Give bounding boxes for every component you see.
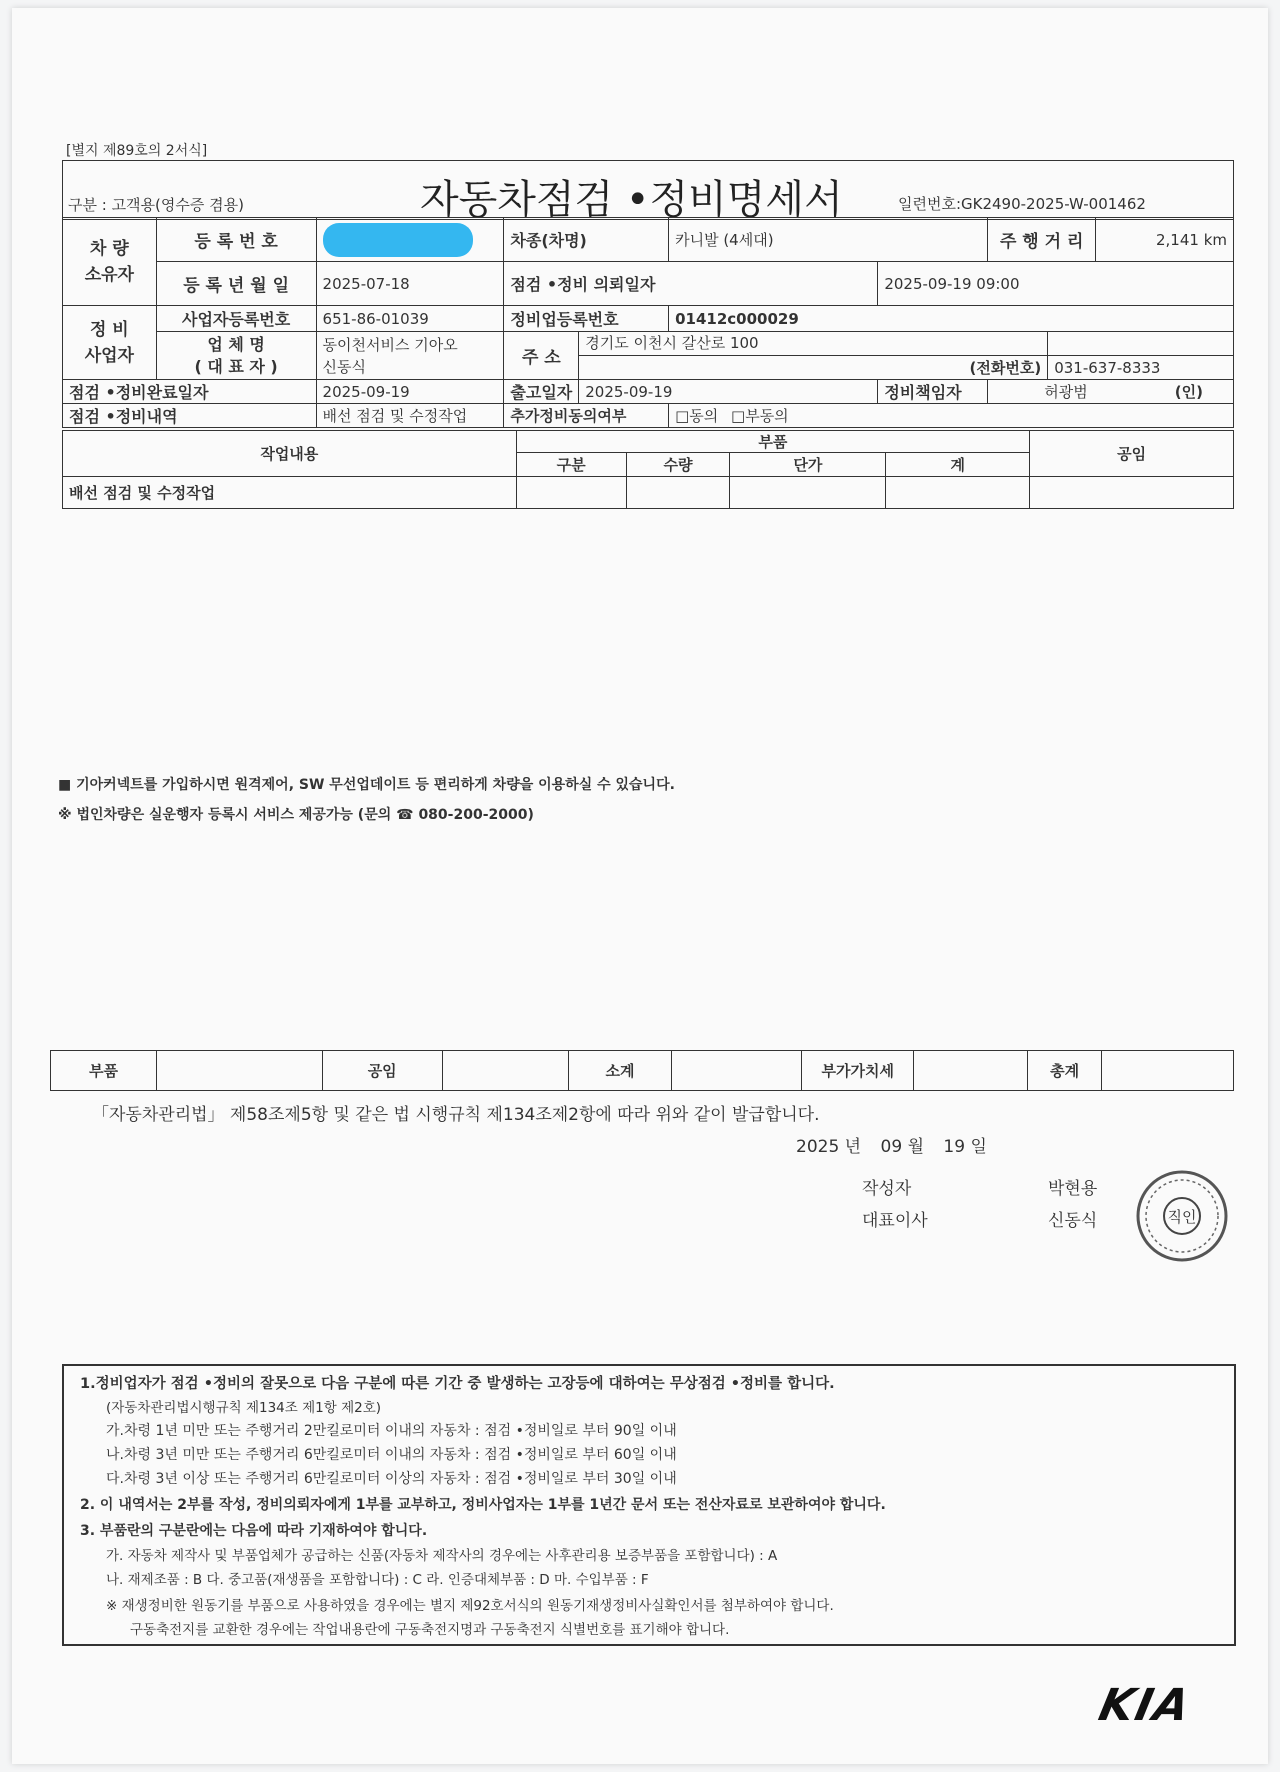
phone-value: 031-637-8333: [1048, 356, 1234, 380]
totals-labor-label: 공임: [322, 1051, 442, 1091]
parts-qty-header: 수량: [626, 453, 730, 477]
issue-day-unit: 일: [970, 1137, 987, 1157]
consent-label: 추가정비동의여부: [504, 404, 669, 428]
address-label: 주 소: [504, 332, 579, 380]
work-detail-value: 배선 점검 및 수정작업: [316, 404, 504, 428]
serial-number: 일련번호:GK2490-2025-W-001462: [898, 195, 1146, 213]
request-date-value: 2025-09-19 09:00: [878, 262, 1234, 306]
term-1-ref: (자동차관리법시행규칙 제134조 제1항 제2호): [106, 1400, 382, 1416]
issue-day: 19: [943, 1137, 966, 1157]
totals-vat-value: [914, 1051, 1028, 1091]
legal-statement: 「자동차관리법」 제58조제5항 및 같은 법 시행규칙 제134조제2항에 따라 위와 같이 발급합니다.: [92, 1105, 820, 1125]
term-1-a: 가.차령 1년 미만 또는 주행거리 2만킬로미터 이내의 자동차 : 점검 •정비일로 부터 90일 이내: [106, 1423, 677, 1439]
form-number: [별지 제89호의 2서식]: [66, 143, 208, 159]
consent-options: [669, 404, 1234, 428]
shopno-label: 정비업등록번호: [504, 306, 669, 332]
labor-header: 공임: [1030, 431, 1234, 477]
mileage-value: 2,141 km: [1096, 218, 1234, 262]
rep-label: ( 대 표 자 ): [194, 356, 278, 376]
out-date-value: 2025-09-19: [579, 380, 878, 404]
parts-total-header: 계: [886, 453, 1030, 477]
shop-name-value-cell: [316, 332, 504, 380]
term-1-b: 나.차령 3년 미만 또는 주행거리 6만킬로미터 이내의 자동차 : 점검 •정비일로 부터 60일 이내: [106, 1447, 677, 1463]
work-detail-label: 점검 •정비내역: [63, 404, 317, 428]
corporate-vehicle-notice: ※ 법인차량은 실운행자 등록시 서비스 제공가능 (문의 ☎ 080-200-2000): [58, 807, 534, 823]
manager-cell: [988, 380, 1234, 404]
kia-logo: KIA: [1094, 1680, 1196, 1731]
shop-name-label: 업 체 명: [207, 334, 265, 354]
totals-parts-label: 부품: [51, 1051, 157, 1091]
issue-date: [796, 1132, 987, 1157]
address-value: 경기도 이천시 갈산로 100: [579, 332, 1048, 356]
reg-date-value: 2025-07-18: [316, 262, 504, 306]
disagree-checkbox[interactable]: □부동의: [731, 407, 789, 425]
work-table: [62, 430, 1234, 509]
rep-value: 신동식: [322, 357, 367, 376]
ceo-label: 대표이사: [862, 1211, 928, 1231]
totals-table: [50, 1050, 1234, 1091]
mileage-label: 주 행 거 리: [988, 218, 1096, 262]
shop-section-label: 정 비 사업자: [63, 306, 157, 380]
reg-no-label: 등 록 번 호: [156, 218, 316, 262]
bizno-label: 사업자등록번호: [156, 306, 316, 332]
totals-vat-label: 부가가치세: [802, 1051, 914, 1091]
done-date-label: 점검 •정비완료일자: [63, 380, 317, 404]
work-row-type: [516, 477, 626, 509]
totals-parts-value: [156, 1051, 322, 1091]
work-content-header: 작업내용: [63, 431, 517, 477]
term-3-b: 나. 재제조품 : B 다. 중고품(재생품을 포함합니다) : C 라. 인증대체부품 : D 마. 수입부품 : F: [106, 1572, 649, 1588]
info-table: [62, 217, 1234, 428]
kia-connect-notice: ■ 기아커넥트를 가입하시면 원격제어, SW 무선업데이트 등 편리하게 차량을 이용하실 수 있습니다.: [58, 777, 675, 793]
model-label: 차종(차명): [504, 218, 669, 262]
term-3-a: 가. 자동차 제작사 및 부품업체가 공급하는 신품(자동차 제작사의 경우에는 사후관리용 보증부품을 포함합니다) : A: [106, 1548, 778, 1564]
bizno-value: 651-86-01039: [316, 306, 504, 332]
term-note-2: 구동축전지를 교환한 경우에는 작업내용란에 구동축전지명과 구동축전지 식별번호를 표기해야 합니다.: [130, 1622, 730, 1638]
totals-total-label: 총계: [1028, 1051, 1102, 1091]
shop-name-value: 동이천서비스 기아오: [322, 335, 458, 354]
request-date-label: 점검 •정비 의뢰일자: [504, 262, 878, 306]
vehicle-section-label: 차 량 소유자: [63, 218, 157, 306]
issue-month-unit: 월: [907, 1137, 924, 1157]
company-seal-stamp: [1134, 1168, 1230, 1264]
totals-total-value: [1102, 1051, 1234, 1091]
redaction-mark: [323, 223, 473, 257]
reg-date-label: 등 록 년 월 일: [156, 262, 316, 306]
term-note-1: ※ 재생정비한 원동기를 부품으로 사용하였을 경우에는 별지 제92호서식의 원동기재생정비사실확인서를 첨부하여야 합니다.: [106, 1598, 834, 1614]
work-row-total: [886, 477, 1030, 509]
term-1: 1.정비업자가 점검 •정비의 잘못으로 다음 구분에 따른 기간 중 발생하는 고장등에 대하여는 무상점검 •정비를 합니다.: [80, 1376, 835, 1392]
done-date-value: 2025-09-19: [316, 380, 504, 404]
issue-year: 2025: [796, 1137, 840, 1157]
work-row-qty: [626, 477, 730, 509]
stamp-text: 직인: [1167, 1208, 1197, 1226]
issue-year-unit: 년: [844, 1137, 862, 1157]
reg-no-value: [316, 218, 504, 262]
manager-seal: (인): [1174, 383, 1203, 401]
parts-header: 부품: [516, 431, 1030, 453]
work-row-content: 배선 점검 및 수정작업: [63, 477, 517, 509]
ceo-name: 신동식: [1048, 1211, 1098, 1231]
model-value: 카니발 (4세대): [669, 218, 988, 262]
work-row-labor: [1030, 477, 1234, 509]
term-1-c: 다.차령 3년 이상 또는 주행거리 6만킬로미터 이상의 자동차 : 점검 •정비일로 부터 30일 이내: [106, 1471, 677, 1487]
manager-value: 허광범: [1044, 383, 1088, 401]
phone-label: (전화번호): [579, 356, 1048, 380]
term-2: 2. 이 내역서는 2부를 작성, 정비의뢰자에게 1부를 교부하고, 정비사업자는 1부를 1년간 문서 또는 전산자료로 보관하여야 합니다.: [80, 1497, 886, 1513]
term-3: 3. 부품란의 구분란에는 다음에 따라 기재하여야 합니다.: [80, 1523, 428, 1539]
document-title: 자동차점검 •정비명세서: [420, 177, 843, 223]
issue-month: 09: [880, 1137, 903, 1157]
parts-type-header: 구분: [516, 453, 626, 477]
work-row-unit: [730, 477, 886, 509]
manager-label: 정비책임자: [878, 380, 988, 404]
shopno-value: 01412c000029: [669, 306, 1234, 332]
out-date-label: 출고일자: [504, 380, 579, 404]
totals-subtotal-value: [672, 1051, 802, 1091]
address-empty: [1048, 332, 1234, 356]
writer-label: 작성자: [862, 1179, 912, 1199]
category-label: 구분 : 고객용(영수증 겸용): [68, 196, 244, 214]
totals-subtotal-label: 소계: [568, 1051, 672, 1091]
parts-unit-header: 단가: [730, 453, 886, 477]
shop-name-cell: [156, 332, 316, 380]
agree-checkbox[interactable]: □동의: [675, 407, 719, 425]
writer-name: 박현용: [1048, 1179, 1098, 1199]
totals-labor-value: [442, 1051, 568, 1091]
